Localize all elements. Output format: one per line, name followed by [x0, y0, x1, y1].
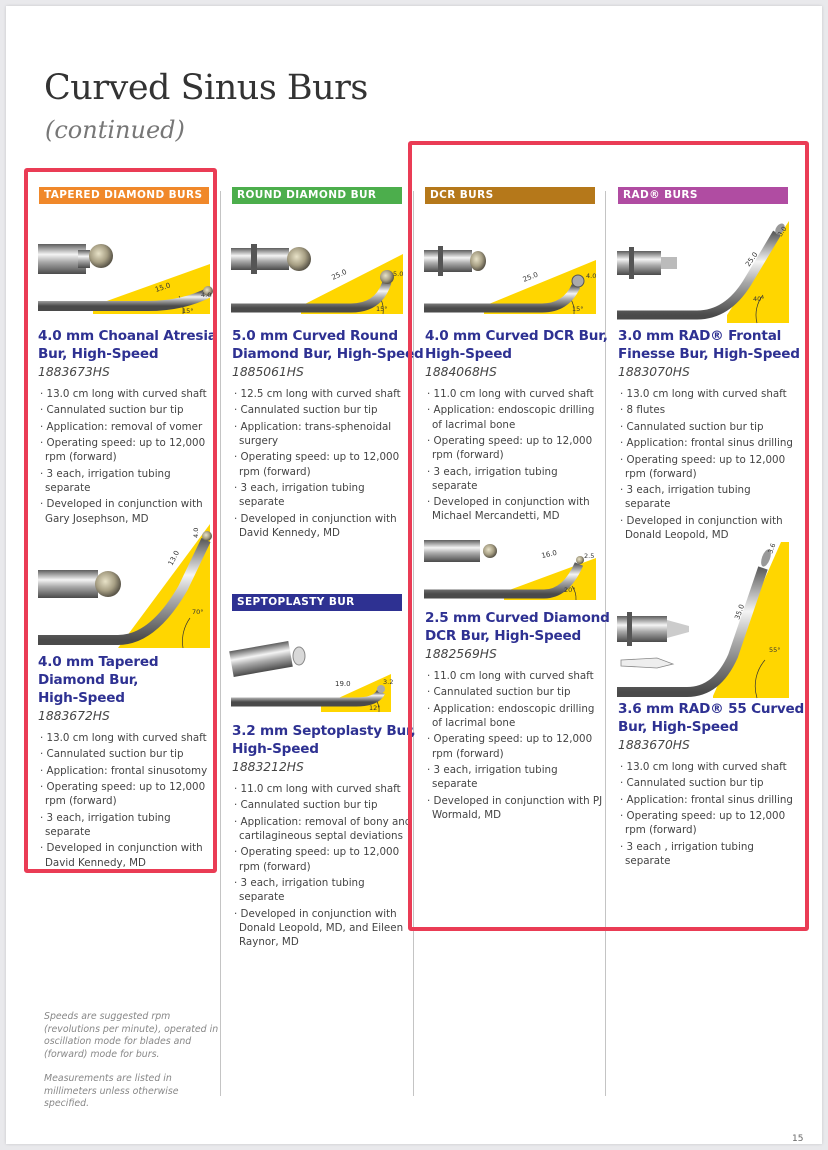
highlight-box-dcr-rad — [408, 141, 809, 931]
angle-label: 40° — [753, 295, 765, 303]
section-band-round: ROUND DIAMOND BUR — [232, 187, 402, 204]
footnote-speeds: Speeds are suggested rpm (revolutions per minute), operated in oscillation mode for blades and (forward) mode for burs. — [44, 1011, 219, 1060]
product-title: 5.0 mm Curved Round Diamond Bur, High-Speed — [232, 328, 424, 362]
product-title: 3.0 mm RAD® Frontal Finesse Bur, High-Speed — [618, 328, 800, 362]
spec-item: · Application: removal of bony and cartilagineous septal deviations — [234, 815, 412, 843]
product-title: 4.0 mm Curved DCR Bur, High-Speed — [425, 328, 608, 362]
spec-item: · Cannulated suction bur tip — [620, 776, 798, 790]
footnote-measurements: Measurements are listed in millimeters unless otherwise specified. — [44, 1073, 179, 1109]
spec-item: · Application: endoscopic drilling of lacrimal bone — [427, 403, 605, 431]
spec-item: · Developed in conjunction with David Kennedy, MD — [40, 841, 218, 869]
page-title: Curved Sinus Burs — [44, 68, 368, 108]
spec-item: · Application: frontal sinusotomy — [40, 764, 218, 778]
spec-item: · 12.5 cm long with curved shaft — [234, 387, 412, 401]
spec-item: · Application: removal of vomer — [40, 420, 218, 434]
section-band-tapered: TAPERED DIAMOND BURS — [39, 187, 209, 204]
product-title: 3.2 mm Septoplasty Bur, High-Speed — [232, 723, 416, 757]
spec-item: · 3 each, irrigation tubing separate — [40, 811, 218, 839]
product-code: 1883070HS — [618, 365, 690, 379]
spec-item: · Cannulated suction bur tip — [40, 403, 218, 417]
spec-item: · Operating speed: up to 12,000 rpm (forward) — [234, 845, 412, 873]
spec-item: · 8 flutes — [620, 403, 798, 417]
dimension-label: 25.0 — [330, 267, 348, 282]
spec-item: · 13.0 cm long with curved shaft — [40, 387, 218, 401]
section-band-septoplasty: SEPTOPLASTY BUR — [232, 594, 402, 611]
spec-item: · 13.0 cm long with curved shaft — [40, 731, 218, 745]
product-image-septoplasty-bur — [231, 636, 403, 718]
product-code: 1885061HS — [232, 365, 304, 379]
spec-item: · 13.0 cm long with curved shaft — [620, 387, 798, 401]
spec-item: · Cannulated suction bur tip — [40, 747, 218, 761]
spec-item: · 11.0 cm long with curved shaft — [234, 782, 412, 796]
dimension-label: 13.0 — [166, 549, 182, 567]
dimension-label: 4.0 — [192, 527, 200, 538]
dimension-label: 15.0 — [154, 281, 172, 294]
spec-item: · Application: frontal sinus drilling — [620, 793, 798, 807]
angle-label: 15° — [376, 305, 388, 313]
product-title: 4.0 mm Tapered Diamond Bur, High-Speed — [38, 654, 159, 706]
dimension-label: 4.0 — [201, 291, 212, 299]
angle-label: 55° — [769, 646, 781, 654]
spec-item: · 3 each, irrigation tubing separate — [40, 467, 218, 495]
spec-item: · Operating speed: up to 12,000 rpm (forward) — [620, 809, 798, 837]
dimension-label: 2.5 — [584, 552, 595, 560]
section-band-dcr: DCR BURS — [425, 187, 595, 204]
spec-list — [234, 387, 412, 542]
dimension-label: 25.0 — [744, 250, 760, 269]
spec-item: · Developed in conjunction with David Kennedy, MD — [234, 512, 412, 540]
product-title: 2.5 mm Curved Diamond DCR Bur, High-Speed — [425, 610, 610, 644]
spec-item: · 11.0 cm long with curved shaft — [427, 387, 605, 401]
angle-label: 12° — [369, 704, 381, 712]
spec-item: · Developed in conjunction with Gary Josephson, MD — [40, 497, 218, 525]
dimension-label: 4.0 — [586, 272, 597, 280]
angle-label: 15° — [182, 307, 194, 315]
spec-item: · Application: endoscopic drilling of lacrimal bone — [427, 702, 605, 730]
spec-item: · Developed in conjunction with Donald Leopold, MD, and Eileen Raynor, MD — [234, 907, 412, 950]
dimension-label: 3.2 — [383, 678, 394, 686]
catalog-page — [6, 6, 822, 1144]
spec-item: · Operating speed: up to 12,000 rpm (forward) — [40, 780, 218, 808]
spec-item: · 11.0 cm long with curved shaft — [427, 669, 605, 683]
highlight-box-tapered — [24, 168, 217, 873]
angle-label: 70° — [192, 608, 204, 616]
dimension-label: 35.0 — [733, 603, 747, 621]
spec-item: · 3 each , irrigation tubing separate — [620, 840, 798, 868]
product-code: 1883673HS — [38, 365, 110, 379]
spec-item: · Developed in conjunction with PJ Wormald, MD — [427, 794, 605, 822]
product-code: 1883212HS — [232, 760, 304, 774]
page-subtitle: (continued) — [45, 116, 185, 144]
spec-item: · Operating speed: up to 12,000 rpm (forward) — [427, 434, 605, 462]
angle-label: 20° — [564, 586, 576, 594]
product-code: 1882569HS — [425, 647, 497, 661]
spec-item: · 3 each, irrigation tubing separate — [427, 465, 605, 493]
spec-item: · Cannulated suction bur tip — [234, 403, 412, 417]
product-code: 1883672HS — [38, 709, 110, 723]
spec-item: · Developed in conjunction with Michael Mercandetti, MD — [427, 495, 605, 523]
dimension-label: 3.0 — [776, 225, 789, 239]
product-image-round-diamond-bur — [231, 234, 403, 322]
spec-item: · Developed in conjunction with Donald Leopold, MD — [620, 514, 798, 542]
dimension-label: 5.0 — [393, 270, 404, 278]
spec-item: · 3 each, irrigation tubing separate — [427, 763, 605, 791]
spec-item: · Application: trans-sphenoidal surgery — [234, 420, 412, 448]
dimension-label: 19.0 — [335, 680, 351, 688]
spec-item: · Operating speed: up to 12,000 rpm (forward) — [234, 450, 412, 478]
spec-item: · Cannulated suction bur tip — [234, 798, 412, 812]
product-code: 1883670HS — [618, 738, 690, 752]
spec-item: · Cannulated suction bur tip — [427, 685, 605, 699]
spec-item: · Operating speed: up to 12,000 rpm (forward) — [40, 436, 218, 464]
dimension-label: 25.0 — [521, 270, 540, 284]
product-code: 1884068HS — [425, 365, 497, 379]
page-number: 15 — [792, 1134, 804, 1144]
spec-item: · Operating speed: up to 12,000 rpm (forward) — [620, 453, 798, 481]
spec-item: · 3 each, irrigation tubing separate — [234, 876, 412, 904]
column-divider-1 — [220, 191, 221, 1096]
angle-label: 15° — [572, 305, 584, 313]
product-title: 4.0 mm Choanal Atresia Bur, High-Speed — [38, 328, 217, 362]
spec-item: · Application: frontal sinus drilling — [620, 436, 798, 450]
spec-item: · 3 each, irrigation tubing separate — [620, 483, 798, 511]
spec-list — [234, 782, 412, 951]
spec-item: · Cannulated suction bur tip — [620, 420, 798, 434]
dimension-label: 3.6 — [766, 542, 778, 555]
spec-item: · Operating speed: up to 12,000 rpm (forward) — [427, 732, 605, 760]
spec-item: · 13.0 cm long with curved shaft — [620, 760, 798, 774]
spec-item: · 3 each, irrigation tubing separate — [234, 481, 412, 509]
product-title: 3.6 mm RAD® 55 Curved Bur, High-Speed — [618, 701, 805, 735]
dimension-label: 16.0 — [540, 548, 558, 560]
section-band-rad: RAD® BURS — [618, 187, 788, 204]
